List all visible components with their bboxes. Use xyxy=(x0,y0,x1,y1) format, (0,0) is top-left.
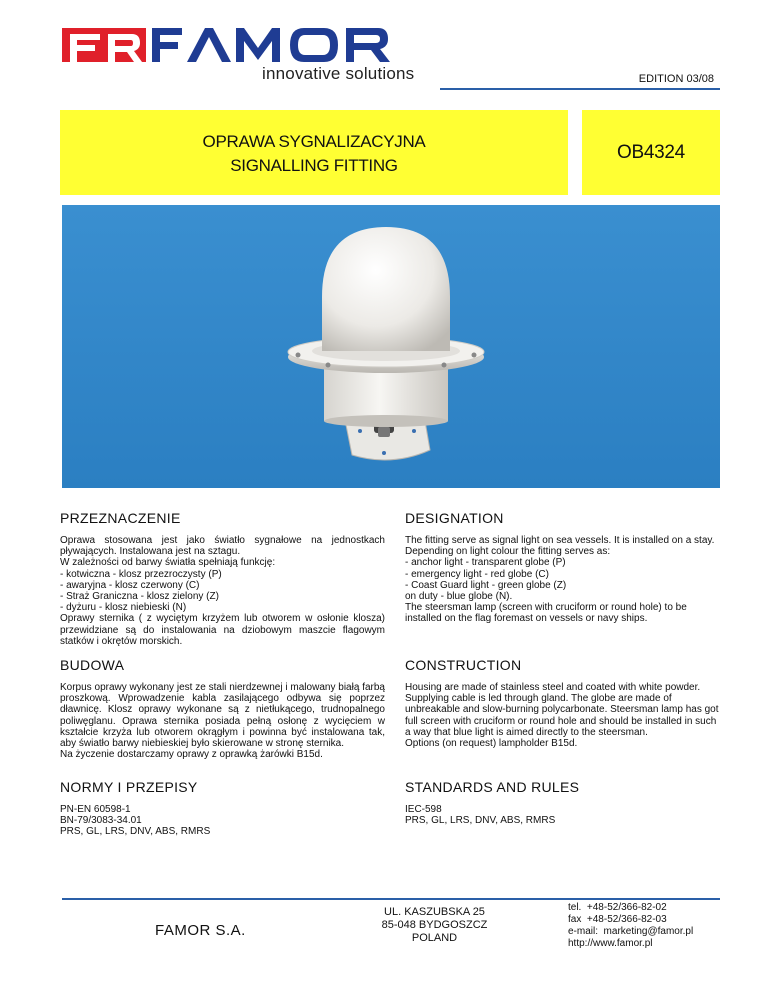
title-box xyxy=(60,110,568,195)
edition-label: EDITION 03/08 xyxy=(638,73,714,85)
section-budowa xyxy=(60,657,385,760)
header-rule xyxy=(440,88,720,90)
address-street: UL. KASZUBSKA 25 xyxy=(384,906,485,918)
section-construction xyxy=(405,657,720,749)
footer-contact xyxy=(568,902,693,950)
footer-address xyxy=(352,906,517,945)
logo-wordmark xyxy=(152,28,390,62)
contact-website-link[interactable]: http://www.famor.pl xyxy=(568,938,653,949)
contact-email-link[interactable]: e-mail: marketing@famor.pl xyxy=(568,926,694,937)
text-budowa: Korpus oprawy wykonany jest ze stali nierdzewnej i malowany białą farbą proszkową. Wprowadzenie kabla zasilającego odbywa się poprzez dławnicę. Klosz oprawy wykonane są z nietłukącego, trudnopalnego poliwęglanu. Oprawa sternika posiada pełną osłonę z wycięciem w kształcie krzyża lub otworem okrągłym i powinna być instalowana tak, aby światło barwy niebieskiej było skierowane w stronę sternika. Na życzenie dostarczamy oprawy z oprawką żarówki B15d. xyxy=(60,682,385,761)
heading-designation: DESIGNATION xyxy=(405,510,504,526)
section-designation xyxy=(405,510,720,625)
heading-construction: CONSTRUCTION xyxy=(405,657,522,673)
text-construction: Housing are made of stainless steel and coated with white powder. Supplying cable is led through gland. The globe are made of unbreakable and slow-burning polycarbonate. Steersman lamp has got full screen with cruciform or round hole and should be installed in such a way that blue light is aimed directly to the steersman. Options (on request) lampholder B15d. xyxy=(405,682,719,750)
address-city: 85-048 BYDGOSZCZ xyxy=(381,919,488,931)
title-polish: OPRAWA SYGNALIZACYJNA xyxy=(202,132,426,151)
section-przeznaczenie xyxy=(60,510,385,647)
contact-fax: fax +48-52/366-82-03 xyxy=(568,914,667,925)
section-normy xyxy=(60,779,385,838)
section-standards xyxy=(405,779,720,826)
signal-lamp-illustration xyxy=(62,205,720,488)
logo-emblem xyxy=(62,28,146,62)
title-english: SIGNALLING FITTING xyxy=(230,156,398,175)
text-przeznaczenie: Oprawa stosowana jest jako światło sygnałowe na jednostkach pływających. Instalowana jest na sztagu. W zależności od barwy światła spełniają funkcję: - kotwiczna - klosz przezroczysty (P) - awaryjna - klosz czerwony (C) - Straż Graniczna - klosz zielony (Z) - dyżuru - klosz niebieski (N) Oprawy sternika ( z wyciętym krzyżem lub otworem w osłonie klosza) przewidziane są do instalowania na dziobowym maszcie flagowym statków i okrętów morskich. xyxy=(60,535,385,647)
address-country: POLAND xyxy=(411,932,458,944)
product-code-box xyxy=(582,110,720,195)
contact-tel: tel. +48-52/366-82-02 xyxy=(568,902,667,913)
heading-przeznaczenie: PRZEZNACZENIE xyxy=(60,510,181,526)
text-designation: The fitting serve as signal light on sea vessels. It is installed on a stay. Depending on light colour the fitting serves as: - anchor light - transparent globe (P) - emergency light - red globe (C) - Coast Guard light - green globe (Z) on duty - blue globe (N). The steersman lamp (screen with cruciform or round hole) to be installed on the flag foremast on vessels or navy ships. xyxy=(405,535,715,625)
text-normy: PN-EN 60598-1 BN-79/3083-34.01 PRS, GL, LRS, DNV, ABS, RMRS xyxy=(60,804,211,838)
product-photo xyxy=(62,205,720,488)
heading-budowa: BUDOWA xyxy=(60,657,125,673)
logo-tagline: innovative solutions xyxy=(262,64,415,83)
heading-normy: NORMY I PRZEPISY xyxy=(60,779,198,795)
text-standards: IEC-598 PRS, GL, LRS, DNV, ABS, RMRS xyxy=(405,804,556,827)
footer-rule xyxy=(62,898,720,900)
product-code: OB4324 xyxy=(617,142,685,163)
heading-standards: STANDARDS AND RULES xyxy=(405,779,580,795)
footer-company: FAMOR S.A. xyxy=(155,922,246,939)
